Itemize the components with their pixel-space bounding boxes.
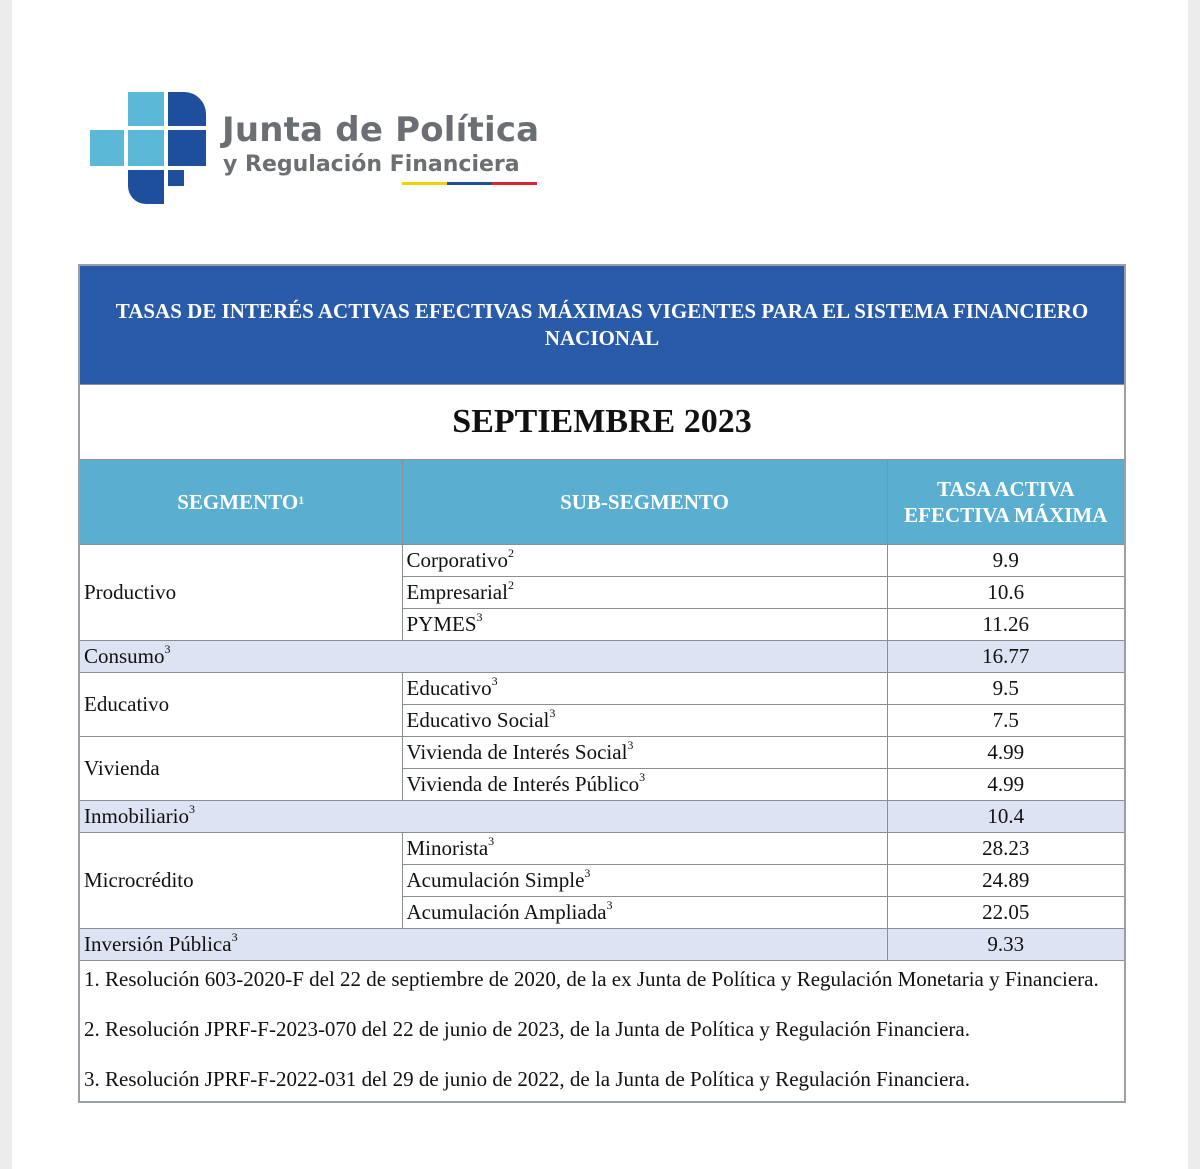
- rate-value: 9.5: [887, 673, 1125, 705]
- subsegment-empresarial: Empresarial$^2$: [402, 577, 887, 609]
- subsegment-corporativo: Corporativo$^2$: [402, 545, 887, 577]
- table-row: [79, 737, 1125, 769]
- subsegment-acumulacion-simple: Acumulación Simple$^3$: [402, 865, 887, 897]
- segment-inmobiliario: Inmobiliario$^3$: [79, 801, 887, 833]
- flag-stripe: [402, 182, 537, 185]
- jprf-logo: [90, 92, 550, 207]
- subsegment-minorista: Minorista$^3$: [402, 833, 887, 865]
- table-row: [79, 833, 1125, 865]
- rate-value: 9.9: [887, 545, 1125, 577]
- rate-value: 4.99: [887, 737, 1125, 769]
- footnote-1: 1. Resolución 603-2020-F del 22 de septiembre de 2020, de la ex Junta de Política y Regulación Monetaria y Financiera.: [84, 967, 1099, 991]
- rate-value: 9.33: [887, 929, 1125, 961]
- rate-value: 7.5: [887, 705, 1125, 737]
- subsegment-educativo: Educativo$^3$: [402, 673, 887, 705]
- logo-title: Junta de Política: [222, 110, 540, 150]
- header-segmento: SEGMENTO$^1$: [79, 460, 402, 545]
- segment-vivienda: Vivienda: [79, 737, 402, 801]
- segment-educativo: Educativo: [79, 673, 402, 737]
- table-month: SEPTIEMBRE 2023: [79, 385, 1125, 460]
- document-page: [12, 0, 1188, 1169]
- segment-productivo: Productivo: [79, 545, 402, 641]
- rate-value: 16.77: [887, 641, 1125, 673]
- rate-value: 11.26: [887, 609, 1125, 641]
- subsegment-vivienda-publico: Vivienda de Interés Público$^3$: [402, 769, 887, 801]
- table-row: [79, 641, 1125, 673]
- rate-value: 28.23: [887, 833, 1125, 865]
- subsegment-educativo-social: Educativo Social$^3$: [402, 705, 887, 737]
- footnote-3: 3. Resolución JPRF-F-2022-031 del 29 de junio de 2022, de la Junta de Política y Regulación Financiera.: [84, 1067, 970, 1091]
- rate-value: 4.99: [887, 769, 1125, 801]
- rate-value: 24.89: [887, 865, 1125, 897]
- subsegment-acumulacion-ampliada: Acumulación Ampliada$^3$: [402, 897, 887, 929]
- segment-inversion-publica: Inversión Pública$^3$: [79, 929, 887, 961]
- table-row: [79, 929, 1125, 961]
- cross-logo-icon: [90, 92, 210, 207]
- segment-microcredito: Microcrédito: [79, 833, 402, 929]
- footnotes: [79, 961, 1125, 1103]
- footnote-2: 2. Resolución JPRF-F-2023-070 del 22 de junio de 2023, de la Junta de Política y Regulación Financiera.: [84, 1017, 970, 1041]
- rate-value: 10.4: [887, 801, 1125, 833]
- rate-value: 10.6: [887, 577, 1125, 609]
- segment-consumo: Consumo$^3$: [79, 641, 887, 673]
- interest-rates-table: [78, 264, 1126, 1103]
- table-row: [79, 545, 1125, 577]
- rate-value: 22.05: [887, 897, 1125, 929]
- table-row: [79, 801, 1125, 833]
- subsegment-vivienda-social: Vivienda de Interés Social$^3$: [402, 737, 887, 769]
- table-row: [79, 673, 1125, 705]
- table-title: TASAS DE INTERÉS ACTIVAS EFECTIVAS MÁXIMAS VIGENTES PARA EL SISTEMA FINANCIERO NACIONAL: [79, 265, 1125, 385]
- subsegment-pymes: PYMES$^3$: [402, 609, 887, 641]
- header-sub-segmento: SUB-SEGMENTO: [402, 460, 887, 545]
- header-tasa: TASA ACTIVA EFECTIVA MÁXIMA: [887, 460, 1125, 545]
- logo-subtitle: y Regulación Financiera: [223, 152, 520, 177]
